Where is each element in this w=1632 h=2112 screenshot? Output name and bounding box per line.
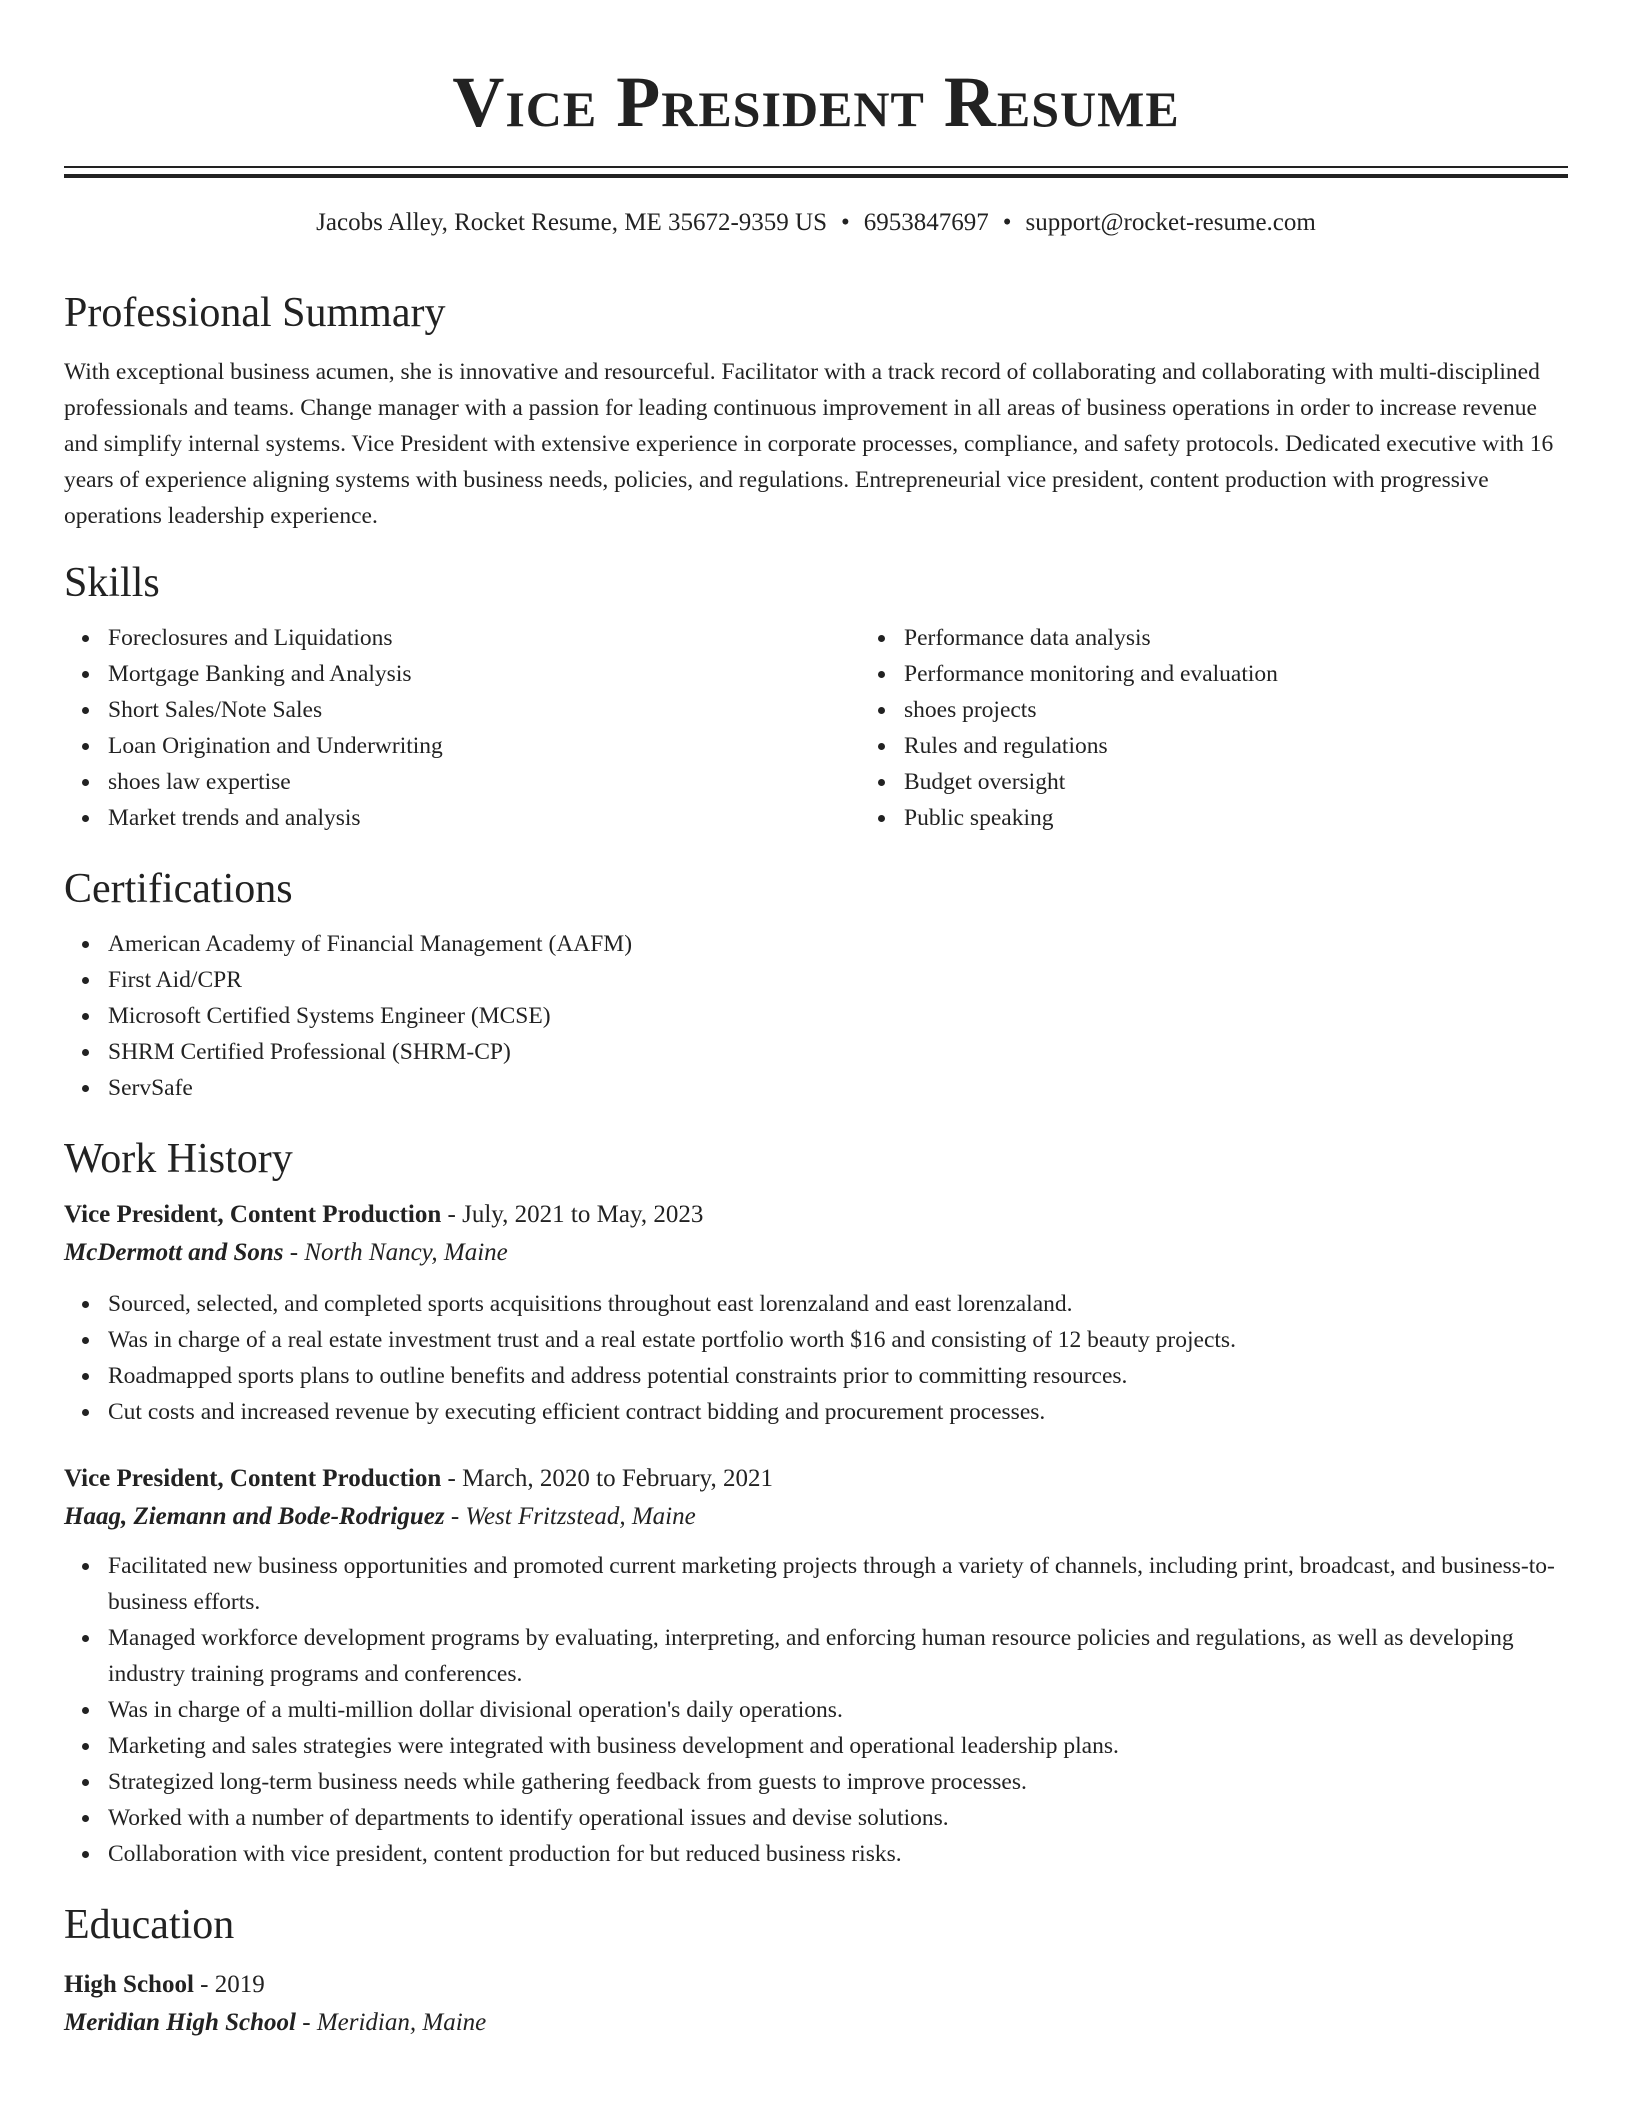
resume-page (64, 0, 1568, 2042)
job-title: Vice President, Content Production (64, 1465, 442, 1492)
job-bullet: Roadmapped sports plans to outline benefits and address potential constraints prior to committing resources. (108, 1358, 1568, 1394)
certification-item: American Academy of Financial Management (AAFM) (108, 926, 1568, 962)
job-bullet: Managed workforce development programs by evaluating, interpreting, and enforcing human resource policies and regulations, as well as developing industry training programs and conferences. (108, 1620, 1568, 1692)
education-heading: Education (64, 1902, 235, 1948)
skills-list (64, 620, 1568, 836)
skill-item: Performance data analysis (904, 620, 1632, 656)
resume-title: Vice President Resume (452, 62, 1180, 142)
job-employer (64, 1498, 1568, 1536)
job-bullets (64, 1286, 1568, 1430)
job-entry (64, 1196, 1568, 1430)
summary-heading: Professional Summary (64, 290, 446, 336)
skills-column-right (860, 620, 1632, 836)
job-company: McDermott and Sons (64, 1239, 284, 1266)
job-bullet: Cut costs and increased revenue by executing efficient contract bidding and procurement processes. (108, 1394, 1568, 1430)
skill-item: Mortgage Banking and Analysis (108, 656, 860, 692)
summary-text: With exceptional business acumen, she is innovative and resourceful. Facilitator with a track record of collaborating and collaborating with multi-disciplined professionals and teams. Change manager with a passion for leading continuous improvement in all areas of business operations in order to increase revenue and simplify internal systems. Vice President with extensive experience in corporate processes, compliance, and safety protocols. Dedicated executive with 16 years of experience aligning systems with business needs, policies, and regulations. Entrepreneurial vice president, content production with progressive operations leadership experience. (64, 359, 1554, 529)
skill-item: Short Sales/Note Sales (108, 692, 860, 728)
job-bullets (64, 1548, 1568, 1872)
education-school: Meridian High School (64, 2009, 296, 2036)
certifications-list (64, 926, 1568, 1106)
job-header (64, 1196, 1568, 1234)
contact-email: support@rocket-resume.com (1025, 209, 1316, 236)
contact-line (64, 206, 1568, 240)
contact-address: Jacobs Alley, Rocket Resume, ME 35672-9359 US (316, 209, 827, 236)
skill-item: Rules and regulations (904, 728, 1632, 764)
job-bullet: Facilitated new business opportunities and promoted current marketing projects through a variety of channels, including print, broadcast, and business-to-business efforts. (108, 1548, 1568, 1620)
job-entry (64, 1460, 1568, 1872)
job-bullet: Was in charge of a multi-million dollar divisional operation's daily operations. (108, 1692, 1568, 1728)
education-location: - Meridian, Maine (296, 2009, 487, 2036)
job-bullet: Strategized long-term business needs while gathering feedback from guests to improve processes. (108, 1764, 1568, 1800)
certifications-heading: Certifications (64, 866, 293, 912)
skill-item: Performance monitoring and evaluation (904, 656, 1632, 692)
job-bullet: Worked with a number of departments to identify operational issues and devise solutions. (108, 1800, 1568, 1836)
education-entry (64, 1966, 1568, 2042)
job-title: Vice President, Content Production (64, 1201, 442, 1228)
job-location: - North Nancy, Maine (283, 1239, 508, 1266)
certification-item: First Aid/CPR (108, 962, 1568, 998)
work-history-heading: Work History (64, 1136, 293, 1182)
skill-item: Budget oversight (904, 764, 1632, 800)
skill-item: shoes projects (904, 692, 1632, 728)
education-year: - 2019 (193, 1971, 265, 1998)
job-dates: - March, 2020 to February, 2021 (441, 1465, 773, 1492)
skill-item: Loan Origination and Underwriting (108, 728, 860, 764)
job-dates: - July, 2021 to May, 2023 (441, 1201, 704, 1228)
education-header (64, 1966, 1568, 2004)
job-bullet: Was in charge of a real estate investment trust and a real estate portfolio worth $16 and consisting of 12 beauty projects. (108, 1322, 1568, 1358)
skill-item: Foreclosures and Liquidations (108, 620, 860, 656)
contact-separator: • (841, 209, 850, 236)
contact-phone: 6953847697 (863, 209, 989, 236)
skill-item: shoes law expertise (108, 764, 860, 800)
job-bullet: Marketing and sales strategies were integrated with business development and operational leadership plans. (108, 1728, 1568, 1764)
job-bullet: Sourced, selected, and completed sports acquisitions throughout east lorenzaland and east lorenzaland. (108, 1286, 1568, 1322)
skills-column-left (64, 620, 860, 836)
job-location: - West Fritzstead, Maine (444, 1503, 696, 1530)
job-company: Haag, Ziemann and Bode-Rodriguez (64, 1503, 445, 1530)
certification-item: ServSafe (108, 1070, 1568, 1106)
certification-item: Microsoft Certified Systems Engineer (MCSE) (108, 998, 1568, 1034)
skill-item: Public speaking (904, 800, 1632, 836)
job-bullet: Collaboration with vice president, content production for but reduced business risks. (108, 1836, 1568, 1872)
certification-item: SHRM Certified Professional (SHRM-CP) (108, 1034, 1568, 1070)
job-employer (64, 1234, 1568, 1272)
title-divider (64, 166, 1568, 178)
skill-item: Market trends and analysis (108, 800, 860, 836)
contact-separator: • (1002, 209, 1012, 236)
job-header (64, 1460, 1568, 1498)
education-degree: High School (64, 1971, 194, 1998)
skills-heading: Skills (64, 560, 160, 606)
education-school-line (64, 2004, 1568, 2042)
